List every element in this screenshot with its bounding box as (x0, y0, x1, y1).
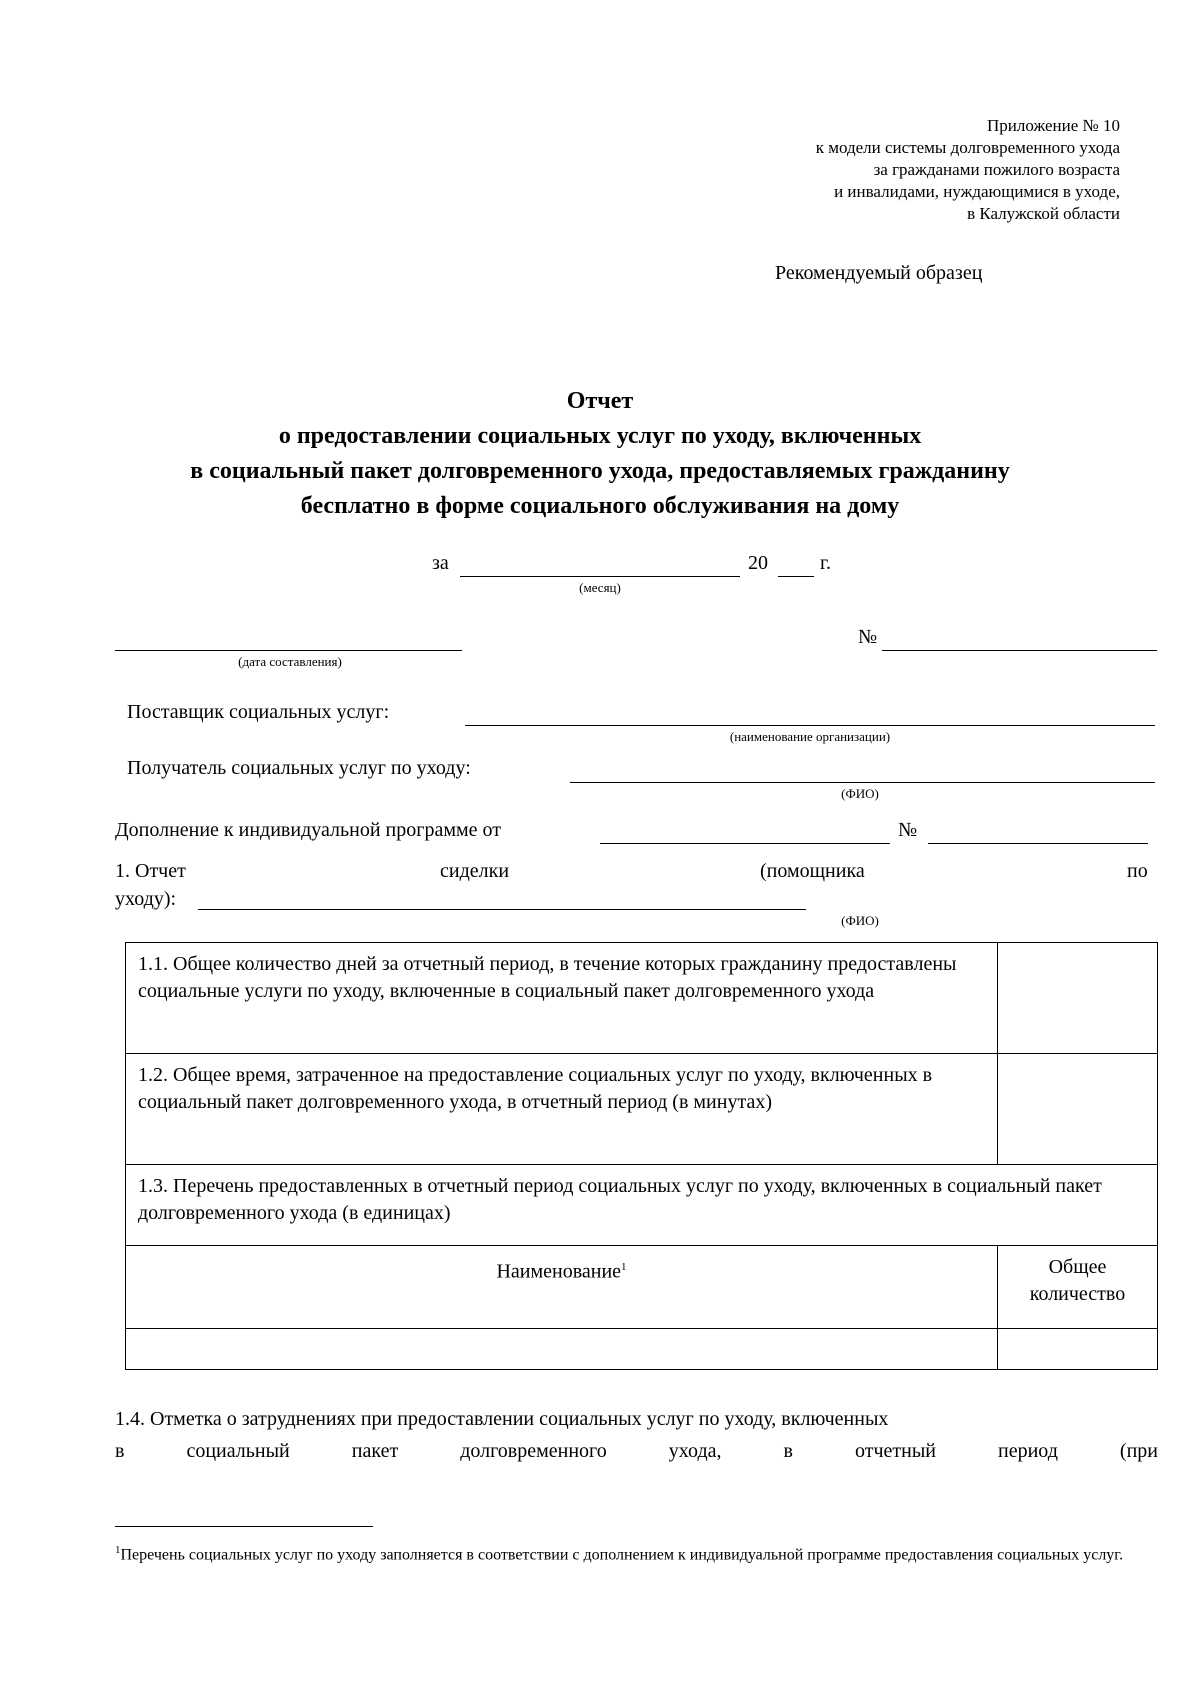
section-word: (при (1119, 1440, 1158, 1462)
caregiver-line2: уходу): (115, 888, 177, 910)
footnote-text: Перечень социальных услуг по уходу заполняется в соответствии с дополнением к индивидуальной программе предоставления социальных услуг. (120, 1546, 1124, 1564)
supplement-number-sign: № (898, 819, 918, 841)
date-caption: (дата составления) (238, 654, 342, 669)
provider-label: Поставщик социальных услуг: (127, 701, 390, 723)
table-row (126, 943, 1158, 1054)
title-line: Отчет (566, 388, 634, 414)
footnote-mark: 1 (115, 1544, 121, 1556)
service-name-cell[interactable] (126, 1329, 998, 1370)
footnote (115, 1538, 1143, 1567)
column-name-label: Наименование (496, 1260, 622, 1283)
section-word: период (998, 1440, 1058, 1462)
title-line: о предоставлении социальных услуг по уходу, включенных (278, 423, 922, 449)
recipient-caption: (ФИО) (841, 786, 879, 801)
section-word: пакет (351, 1440, 399, 1462)
caregiver-name-field[interactable] (198, 909, 806, 910)
caregiver-word: (помощника (760, 860, 865, 882)
caregiver-word: 1. Отчет (115, 860, 186, 882)
row-1-1-text: 1.1. Общее количество дней за отчетный период, в течение которых гражданину предоставлены социальные услуги по уходу, включенные в социальный пакет долговременного ухода (126, 943, 998, 1054)
section-1-4-line1: 1.4. Отметка о затруднениях при предоставлении социальных услуг по уходу, включенных (115, 1408, 889, 1430)
section-word: отчетный (854, 1440, 936, 1462)
provider-field[interactable] (465, 725, 1155, 726)
appendix-line: и инвалидами, нуждающимися в уходе, (834, 182, 1120, 201)
title-line: в социальный пакет долговременного ухода, предоставляемых гражданину (190, 458, 1010, 484)
recipient-label: Получатель социальных услуг по уходу: (127, 757, 471, 779)
caregiver-word: по (1127, 860, 1148, 882)
recommended-sample-label: Рекомендуемый образец (775, 262, 983, 284)
row-1-1-value-cell[interactable] (998, 943, 1158, 1054)
row-1-2-value-cell[interactable] (998, 1054, 1158, 1165)
appendix-line: в Калужской области (967, 204, 1120, 223)
section-word: в (115, 1440, 125, 1462)
period-prefix: за (432, 552, 449, 574)
footnote-separator (115, 1526, 373, 1527)
month-field[interactable] (460, 576, 740, 577)
table-header-row (126, 1246, 1158, 1329)
section-word: ухода, (668, 1440, 722, 1462)
caregiver-caption: (ФИО) (841, 913, 879, 928)
title-line: бесплатно в форме социального обслуживания на дому (300, 493, 900, 519)
year-prefix: 20 (748, 552, 768, 574)
provider-caption: (наименование организации) (729, 729, 891, 744)
appendix-block (660, 115, 1120, 225)
section-word: в (783, 1440, 793, 1462)
caregiver-word: сиделки (440, 860, 510, 882)
month-caption: (месяц) (579, 580, 621, 595)
table-row (126, 1165, 1158, 1246)
supplement-date-field[interactable] (600, 843, 890, 844)
row-1-3-text: 1.3. Перечень предоставленных в отчетный период социальных услуг по уходу, включенных в социальный пакет долговременного ухода (в единицах) (126, 1165, 1158, 1246)
report-number-sign: № (858, 626, 878, 648)
date-field[interactable] (115, 650, 462, 651)
table-row (126, 1054, 1158, 1165)
footnote-ref: 1 (621, 1261, 627, 1273)
section-word: долговременного (460, 1440, 607, 1462)
section-1-4-line2 (115, 1440, 1158, 1463)
appendix-line: Приложение № 10 (987, 116, 1120, 135)
report-number-field[interactable] (882, 650, 1157, 651)
year-field[interactable] (778, 576, 814, 577)
appendix-line: за гражданами пожилого возраста (873, 160, 1120, 179)
service-total-cell[interactable] (998, 1329, 1158, 1370)
table-row (126, 1329, 1158, 1370)
year-suffix: г. (820, 552, 831, 574)
row-1-2-text: 1.2. Общее время, затраченное на предоставление социальных услуг по уходу, включенных в социальный пакет долговременного ухода, в отчетный период (в минутах) (126, 1054, 998, 1165)
report-table (125, 942, 1158, 1370)
recipient-field[interactable] (570, 782, 1155, 783)
column-name-header (126, 1246, 998, 1329)
section-word: социальный (186, 1440, 290, 1462)
supplement-number-field[interactable] (928, 843, 1148, 844)
appendix-line: к модели системы долговременного ухода (815, 138, 1120, 157)
column-total-header: Общее количество (998, 1246, 1158, 1329)
document-title (60, 384, 1140, 524)
supplement-label: Дополнение к индивидуальной программе от (115, 819, 501, 841)
